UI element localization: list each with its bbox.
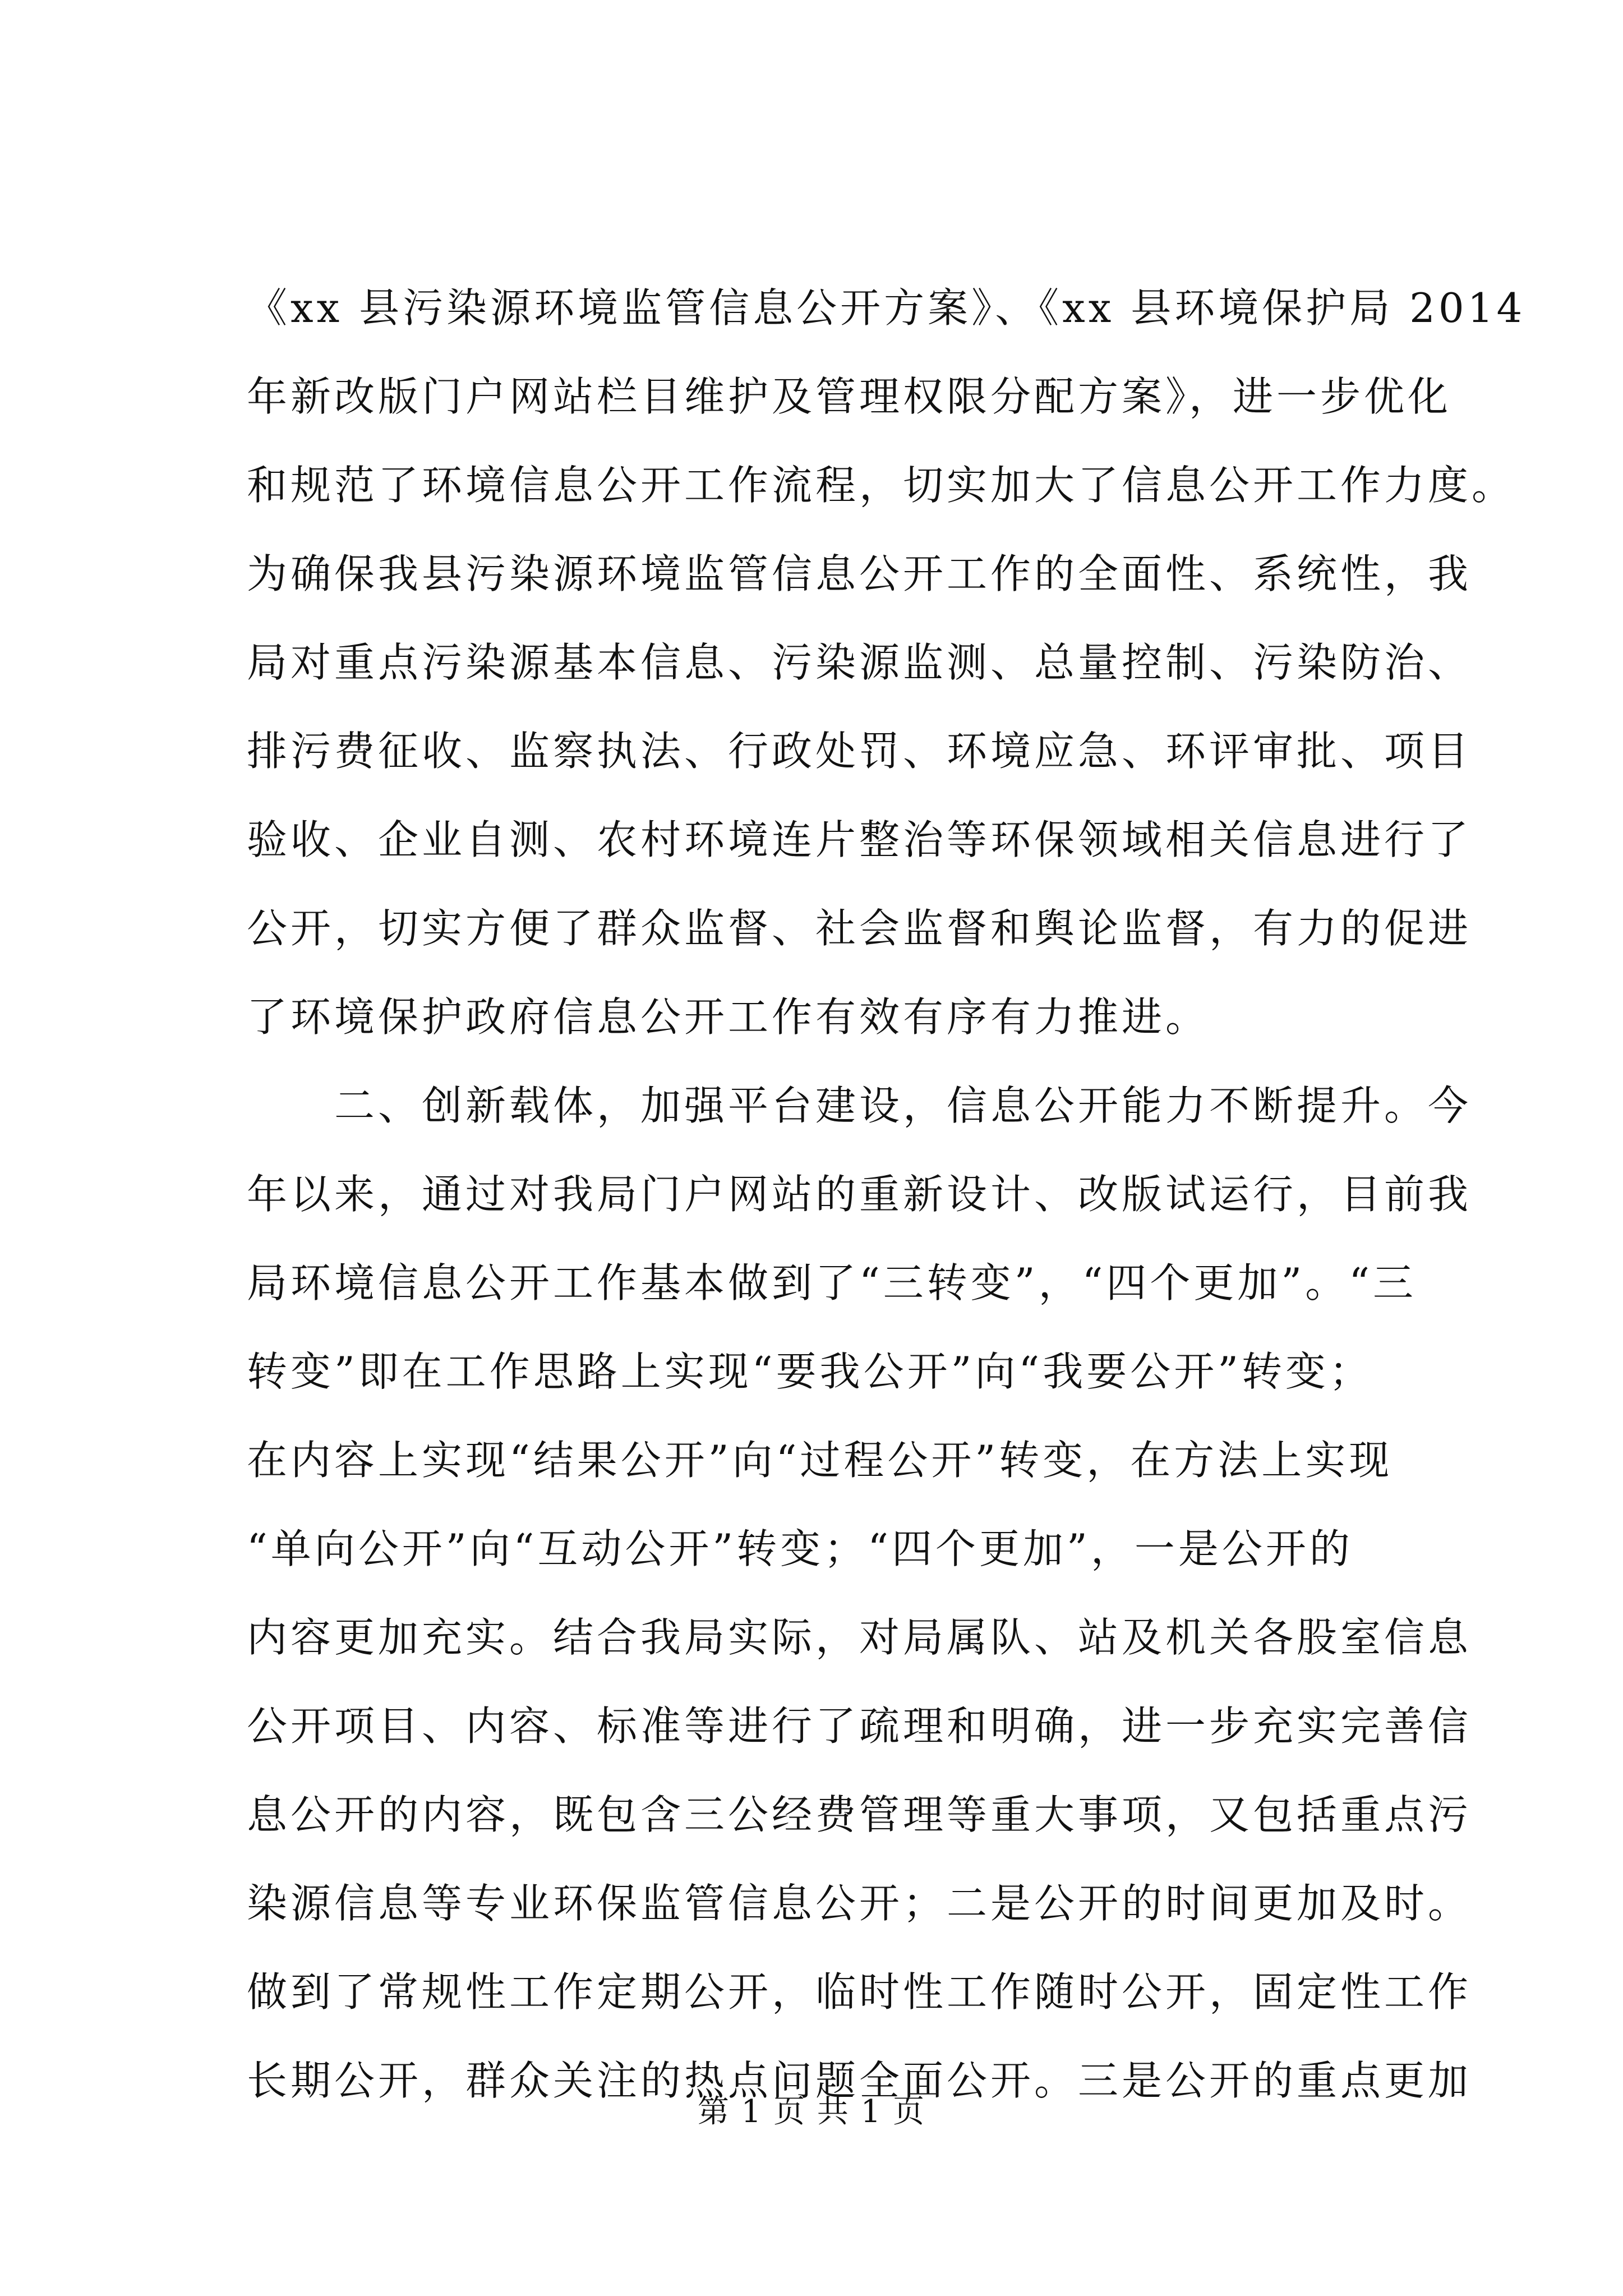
page-number-label: 第 1 页 共 1 页	[697, 2093, 926, 2130]
text-line: 公开项目、内容、标准等进行了疏理和明确，进一步充实完善信	[247, 1703, 1472, 1750]
text-line: 为确保我县污染源环境监管信息公开工作的全面性、系统性，我	[247, 550, 1472, 597]
text-line: 《xx 县污染源环境监管信息公开方案》、《xx 县环境保护局 2014	[247, 284, 1526, 332]
text-line: 和规范了环境信息公开工作流程，切实加大了信息公开工作力度。	[247, 462, 1516, 509]
body-text	[247, 264, 1526, 2125]
text-line: 息公开的内容，既包含三公经费管理等重大事项，又包括重点污	[247, 1791, 1472, 1838]
text-line: 验收、企业自测、农村环境连片整治等环保领域相关信息进行了	[247, 816, 1472, 863]
text-line: 局环境信息公开工作基本做到了“三转变”，“四个更加”。“三	[247, 1259, 1417, 1306]
text-line: 染源信息等专业环保监管信息公开；二是公开的时间更加及时。	[247, 1880, 1472, 1927]
text-line: “单向公开”向“互动公开”转变；“四个更加”，一是公开的	[247, 1525, 1353, 1572]
text-line: 年以来，通过对我局门户网站的重新设计、改版试运行，目前我	[247, 1171, 1472, 1218]
text-line: 做到了常规性工作定期公开，临时性工作随时公开，固定性工作	[247, 1968, 1472, 2016]
text-line: 年新改版门户网站栏目维护及管理权限分配方案》，进一步优化	[247, 373, 1452, 420]
page-footer	[0, 2087, 1623, 2132]
text-line: 排污费征收、监察执法、行政处罚、环境应急、环评审批、项目	[247, 728, 1472, 775]
paragraph-start-line: 二、创新载体，加强平台建设，信息公开能力不断提升。今	[334, 1082, 1472, 1129]
text-line: 公开，切实方便了群众监督、社会监督和舆论监督，有力的促进	[247, 905, 1472, 952]
text-line: 局对重点污染源基本信息、污染源监测、总量控制、污染防治、	[247, 639, 1472, 686]
text-line: 转变”即在工作思路上实现“要我公开”向“我要公开”转变；	[247, 1348, 1373, 1395]
text-line: 了环境保护政府信息公开工作有效有序有力推进。	[247, 993, 1210, 1041]
text-line: 内容更加充实。结合我局实际，对局属队、站及机关各股室信息	[247, 1614, 1472, 1661]
text-line: 长期公开，群众关注的热点问题全面公开。三是公开的重点更加	[247, 2057, 1472, 2104]
text-line: 在内容上实现“结果公开”向“过程公开”转变，在方法上实现	[247, 1437, 1393, 1484]
